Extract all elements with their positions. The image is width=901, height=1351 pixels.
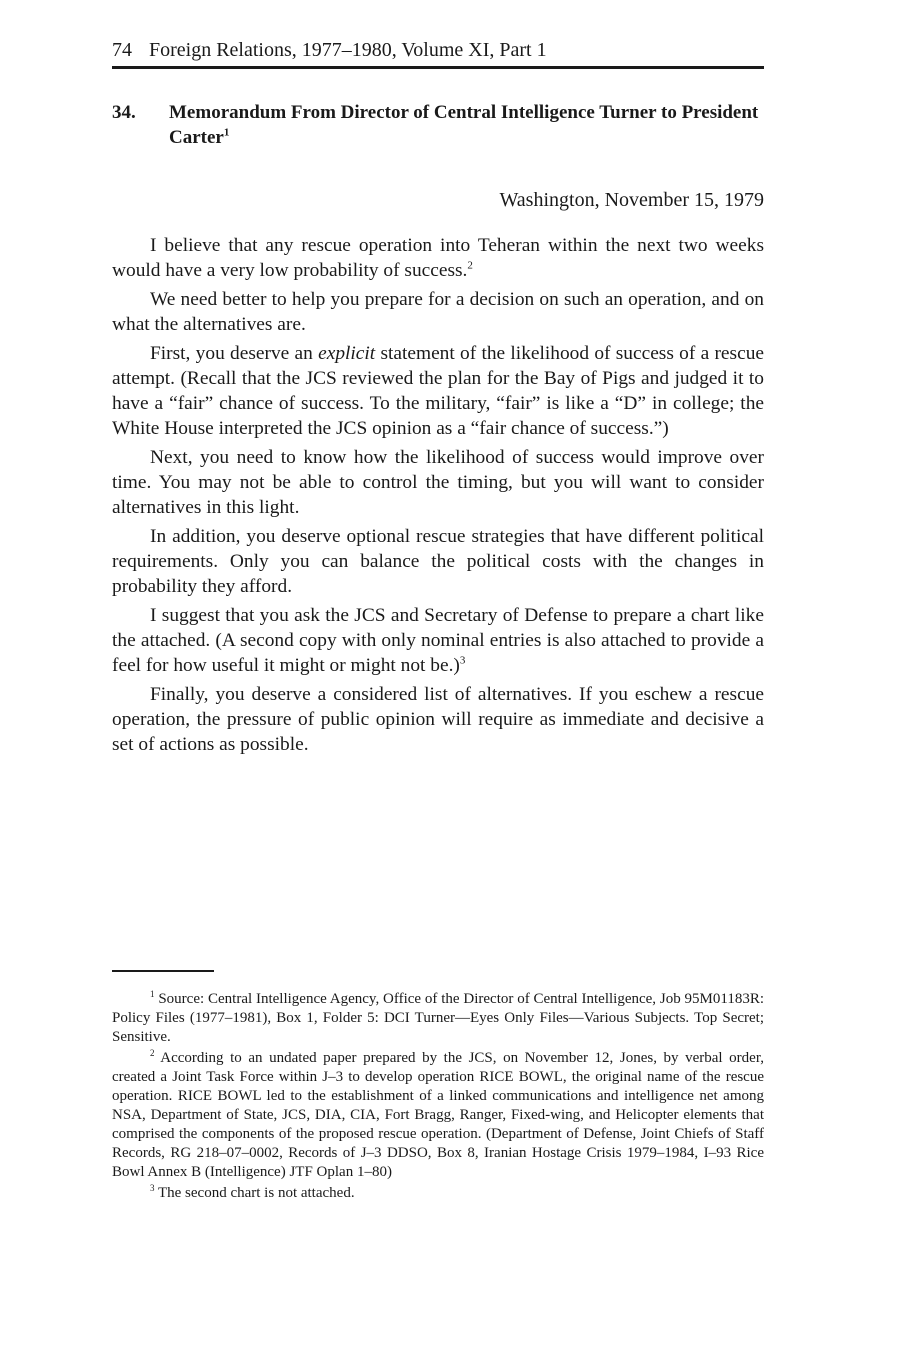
paragraph-2 <box>112 287 764 337</box>
footnote-text: The second chart is not attached. <box>157 1185 355 1201</box>
paragraph-7 <box>112 682 764 757</box>
emphasis-explicit: explicit <box>318 343 376 364</box>
memo-body <box>112 233 764 761</box>
footnote-text: Source: Central Intelligence Agency, Office of the Director of Central Intelligence, Job 95M01183R: Policy Files (1977–1981), Box 1, Folder 5: DCI Turner—Eyes Only Files—Various Subjects. Top Secret; Sensitive. <box>112 991 764 1045</box>
document-title-block <box>169 100 764 150</box>
footnote-ref-3: 3 <box>459 654 466 667</box>
footnote-divider <box>112 970 214 972</box>
footnote-2 <box>112 1049 764 1182</box>
paragraph-6 <box>112 603 764 678</box>
paragraph-text: Finally, you deserve a considered list of alternatives. If you eschew a rescue operation, the pressure of public opinion will require as immediate and decisive a set of actions as possible. <box>112 684 764 755</box>
running-head <box>112 36 764 69</box>
footnote-ref-2: 2 <box>467 259 473 272</box>
paragraph-1 <box>112 233 764 283</box>
paragraph-text: statement of the likelihood of success of a rescue attempt. (Recall that the JCS reviewed the plan for the Bay of Pigs and judged it to have a “fair” chance of success. To the military, “fair” is like a “D” in college; the White House interpreted the JCS opinion as a “fair chance of success.”) <box>112 343 764 439</box>
paragraph-text: Next, you need to know how the likelihood of success would improve over time. You may not be able to control the timing, but you will want to consider alternatives in this light. <box>112 447 764 518</box>
footnote-ref-1: 1 <box>223 126 230 139</box>
document-number: 34. <box>112 102 136 123</box>
footnotes <box>112 990 764 1205</box>
footnote-3 <box>112 1184 764 1203</box>
paragraph-4 <box>112 445 764 520</box>
document-title: Memorandum From Director of Central Intelligence Turner to President Carter <box>169 102 759 148</box>
paragraph-3 <box>112 341 764 441</box>
page-number: 74 <box>112 39 132 61</box>
paragraph-text: We need better to help you prepare for a decision on such an operation, and on what the alternatives are. <box>112 289 764 335</box>
dateline: Washington, November 15, 1979 <box>499 189 764 211</box>
running-head-title: Foreign Relations, 1977–1980, Volume XI, Part 1 <box>149 39 547 61</box>
footnote-marker: 2 <box>150 1048 155 1058</box>
footnote-marker: 3 <box>150 1183 155 1193</box>
paragraph-text: I suggest that you ask the JCS and Secretary of Defense to prepare a chart like the attached. (A second copy with only nominal entries is also attached to provide a feel for how useful it might or might not be.) <box>112 605 764 676</box>
paragraph-5 <box>112 524 764 599</box>
footnote-marker: 1 <box>150 989 155 999</box>
footnote-1 <box>112 990 764 1047</box>
paragraph-text: First, you deserve an <box>150 343 319 364</box>
document-heading <box>112 100 764 150</box>
paragraph-text: I believe that any rescue operation into Teheran within the next two weeks would have a very low probability of success. <box>112 235 764 281</box>
footnote-text: According to an undated paper prepared by the JCS, on November 12, Jones, by verbal order, created a Joint Task Force within J–3 to develop operation RICE BOWL, the original name of the rescue operation. RICE BOWL led to the establishment of a linked communications and intelligence net among NSA, Department of State, JCS, DIA, CIA, Fort Bragg, Ranger, Fixed-wing, and Helicopter elements that comprised the components of the proposed rescue operation. (Department of Defense, Joint Chiefs of Staff Records, RG 218–07–0002, Records of J–3 DDSO, Box 8, Iranian Hostage Crisis 1979–1984, I–93 Rice Bowl Annex B (Intelligence) JTF Oplan 1–80) <box>112 1050 764 1180</box>
paragraph-text: In addition, you deserve optional rescue strategies that have different political requirements. Only you can balance the political costs with the changes in probability they afford. <box>112 526 764 597</box>
